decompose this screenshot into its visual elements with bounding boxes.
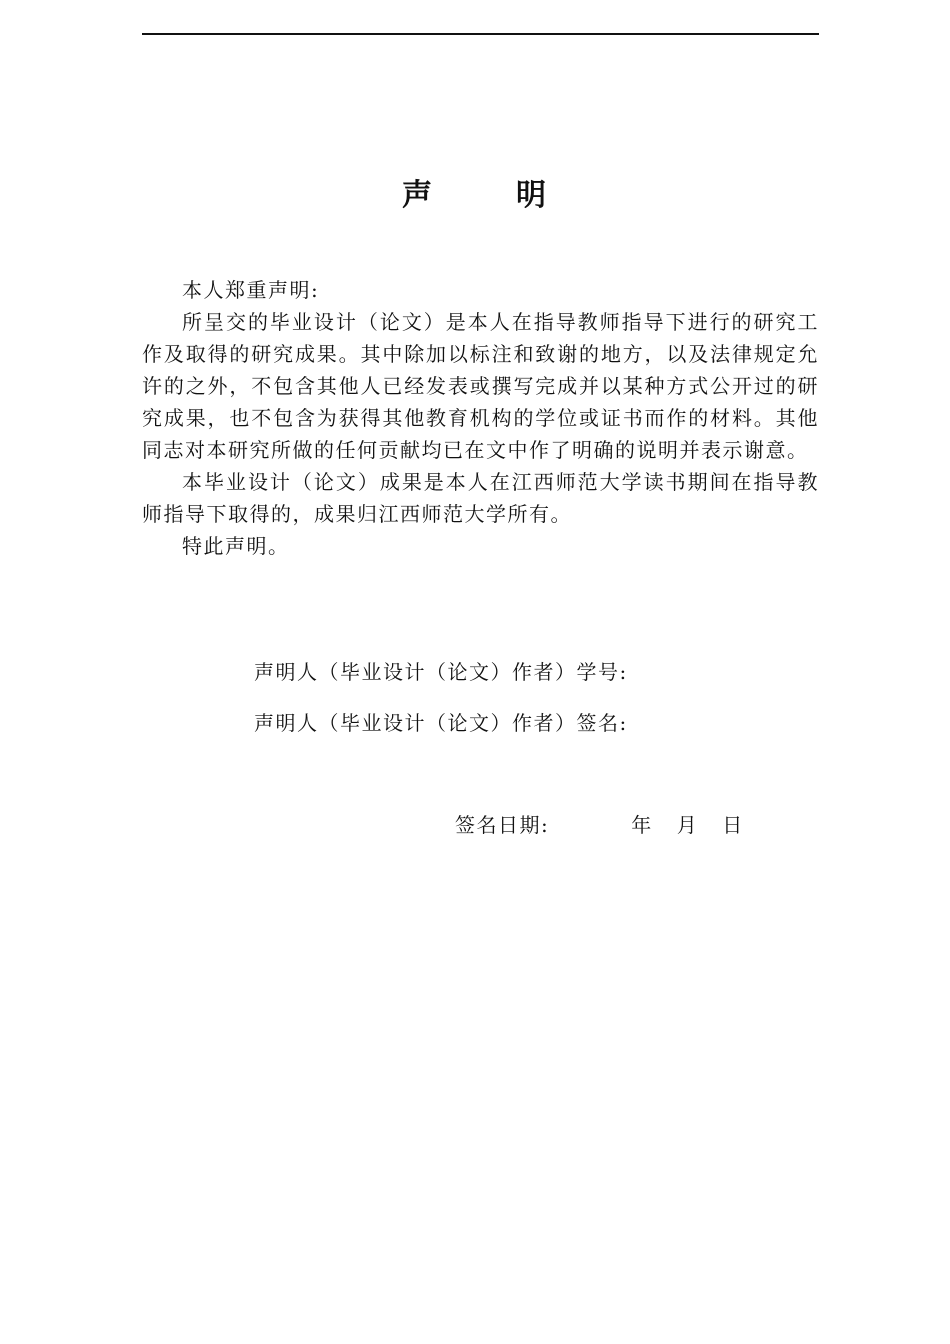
signature-line: 声明人（毕业设计（论文）作者）签名: (254, 711, 628, 735)
date-day: 日 (722, 813, 744, 837)
date-year: 年 (631, 813, 653, 837)
date-month: 月 (676, 813, 699, 837)
title-char-1: 声 (402, 178, 434, 213)
declaration-body (142, 274, 819, 562)
paragraph-ownership: 本毕业设计（论文）成果是本人在江西师范大学读书期间在指导教师指导下取得的，成果归江西师范大学所有。 (142, 470, 819, 526)
student-id-line: 声明人（毕业设计（论文）作者）学号: (254, 660, 628, 684)
signature-date-line (455, 809, 744, 838)
header-rule (142, 33, 819, 35)
salutation: 本人郑重声明: (182, 278, 320, 302)
page-title (0, 170, 950, 214)
paragraph-originality: 所呈交的毕业设计（论文）是本人在指导教师指导下进行的研究工作及取得的研究成果。其中除加以标注和致谢的地方，以及法律规定允许的之外，不包含其他人已经发表或撰写完成并以某种方式公开过的研究成果，也不包含为获得其他教育机构的学位或证书而作的材料。其他同志对本研究所做的任何贡献均已在文中作了明确的说明并表示谢意。 (142, 310, 819, 462)
date-label: 签名日期: (455, 813, 550, 837)
title-char-2: 明 (516, 178, 548, 213)
closing-statement: 特此声明。 (182, 534, 290, 558)
